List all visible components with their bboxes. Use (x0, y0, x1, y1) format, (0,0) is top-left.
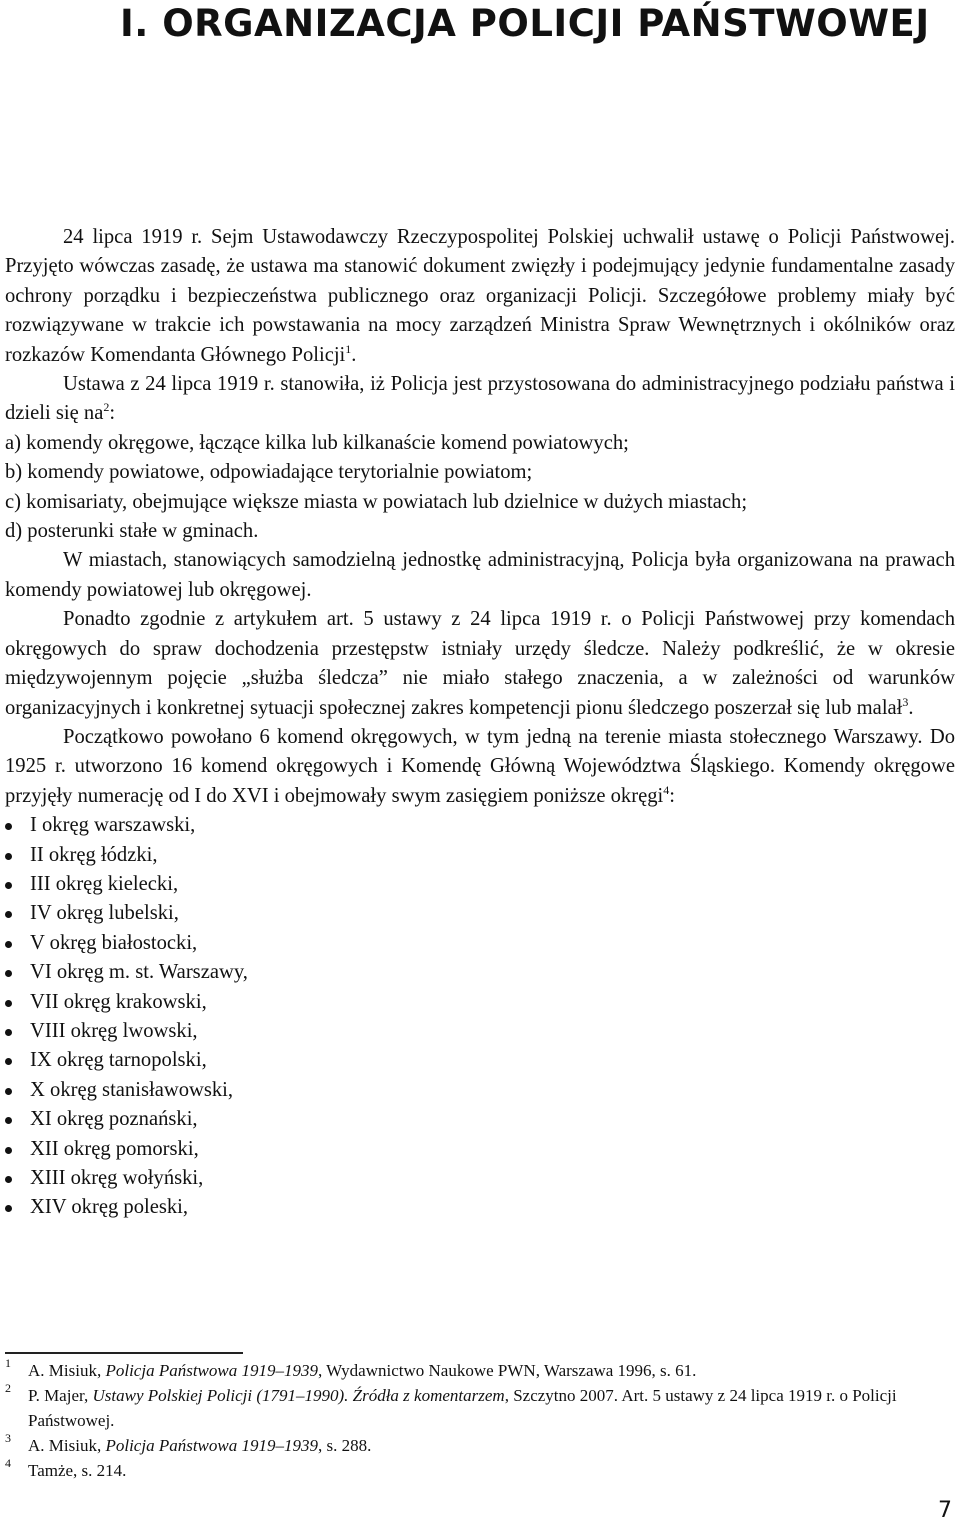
bullet-icon (5, 853, 12, 860)
list-item: b) komendy powiatowe, odpowiadające terytorialnie powiatom; (5, 461, 533, 484)
paragraph-4 (5, 605, 955, 723)
footnote-ref-1[interactable]: 1 (345, 341, 352, 356)
footnote-ref-4[interactable]: 4 (663, 782, 670, 797)
footnote-divider (5, 1352, 243, 1354)
list-item-label: VII okręg krakowski, (30, 990, 207, 1013)
bullet-icon (5, 1205, 12, 1212)
bullet-icon (5, 1029, 12, 1036)
page-number: 7 (938, 1498, 952, 1523)
list-item-label: X okręg stanisławowski, (30, 1078, 234, 1101)
paragraph-1-text: 24 lipca 1919 r. Sejm Ustawodawczy Rzeczypospolitej Polskiej uchwalił ustawę o Policji Państwowej. Przyjęto wówczas zasadę, że ustawa ma stanowić dokument zwięzły i podejmujący jedynie fundamentalne zasady ochrony porządku i bezpieczeństwa publicznego oraz organizacji Policji. Szczegółowe problemy miały być rozwiązywane w trakcie ich powstawania na mocy zarządzeń Ministra Spraw Wewnętrznych i okólników oraz rozkazów Komendanta Głównego Policji (5, 226, 955, 366)
list-item-label: VI okręg m. st. Warszawy, (30, 961, 248, 984)
footnote-text: Tamże, s. 214. (28, 1461, 127, 1480)
list-item (5, 1076, 955, 1105)
list-item (5, 1105, 955, 1134)
footnote-3 (5, 1433, 955, 1458)
footnote-text: , s. 288. (317, 1436, 372, 1455)
list-item-label: XII okręg pomorski, (30, 1137, 199, 1160)
list-item (5, 841, 955, 870)
footnote-title: Policja Państwowa 1919–1939 (105, 1436, 318, 1455)
paragraph-5-text: Początkowo powołano 6 komend okręgowych, w tym jedną na terenie miasta stołecznego Warszawy. Do 1925 r. utworzono 16 komend okręgowych i Komendę Główną Województwa Śląskiego. Komendy okręgowe przyjęły numerację od I do XVI i obejmowały swym zasięgiem poniższe okręgi (5, 725, 955, 807)
footnote-number: 2 (5, 1381, 11, 1395)
list-item-label: IV okręg lubelski, (30, 902, 179, 925)
list-item (5, 958, 955, 987)
bullet-icon (5, 1147, 12, 1154)
list-item: a) komendy okręgowe, łączące kilka lub kilkanaście komend powiatowych; (5, 431, 629, 454)
paragraph-4-text: Ponadto zgodnie z artykułem art. 5 ustawy z 24 lipca 1919 r. o Policji Państwowej przy komendach okręgowych do spraw dochodzenia przestępstw istniały urzędy śledcze. Należy podkreślić, że w okresie międzywojennym pojęcie „służba śledcza” nie miało stałego znaczenia, a w zależności od warunków organizacyjnych i konkretnej sytuacji społecznej zakres kompetencji pionu śledczego poszerzał się lub malał (5, 608, 955, 719)
footnote-text: , Wydawnictwo Naukowe PWN, Warszawa 1996, s. 61. (317, 1361, 697, 1380)
list-item-label: II okręg łódzki, (30, 843, 158, 866)
footnote-number: 4 (5, 1456, 11, 1470)
bullet-icon (5, 823, 12, 830)
paragraph-3: W miastach, stanowiących samodzielną jednostkę administracyjną, Policja była organizowana na prawach komendy powiatowej lub okręgowej. (5, 549, 955, 601)
list-item-label: XIII okręg wołyński, (30, 1167, 204, 1189)
paragraph-2-end: : (109, 402, 116, 425)
paragraph-5-end: : (669, 784, 675, 807)
list-item-label: VIII okręg lwowski, (30, 1019, 198, 1042)
footnote-ref-2[interactable]: 2 (103, 400, 110, 415)
list-item (5, 1193, 955, 1222)
footnote-text: A. Misiuk, (28, 1436, 106, 1455)
list-item (5, 1164, 955, 1193)
list-item (5, 1017, 955, 1046)
body-text (5, 223, 955, 1223)
list-item: c) komisariaty, obejmujące większe miasta w powiatach lub dzielnice w dużych miastach; (5, 490, 748, 513)
footnote-ref-3[interactable]: 3 (902, 694, 909, 709)
list-item (5, 870, 955, 899)
bullet-icon (5, 882, 12, 889)
list-item-label: XIV okręg poleski, (30, 1196, 189, 1219)
footnote-title: Policja Państwowa 1919–1939 (105, 1361, 318, 1380)
list-item (5, 811, 955, 840)
footnote-number: 1 (5, 1356, 11, 1370)
footnote-text: , Szczytno 2007. Art. 5 ustawy z 24 lipca 1919 r. o Policji Państwowej. (28, 1386, 897, 1430)
bullet-icon (5, 1176, 12, 1183)
bullet-icon (5, 970, 12, 977)
list-item-label: IX okręg tarnopolski, (30, 1049, 207, 1072)
footnote-number: 3 (5, 1431, 11, 1445)
footnote-2 (5, 1383, 955, 1433)
bullet-icon (5, 1117, 12, 1124)
paragraph-2-text: Ustawa z 24 lipca 1919 r. stanowiła, iż Policja jest przystosowana do administracyjnego podziału państwa i dzieli się na (5, 373, 955, 425)
footnote-text: A. Misiuk, (28, 1361, 106, 1380)
bullet-icon (5, 911, 12, 918)
list-item-label: I okręg warszawski, (30, 814, 196, 837)
paragraph-1 (5, 223, 955, 370)
list-item (5, 899, 955, 928)
bullet-icon (5, 1000, 12, 1007)
list-item-label: III okręg kielecki, (30, 872, 179, 895)
list-item: d) posterunki stałe w gminach. (5, 520, 259, 543)
list-item (5, 1046, 955, 1075)
footnote-1 (5, 1358, 955, 1383)
paragraph-1-end: . (351, 343, 357, 366)
list-item (5, 929, 955, 958)
paragraph-2 (5, 370, 955, 429)
footnote-title: Ustawy Polskiej Policji (1791–1990). Źródła z komentarzem (92, 1386, 505, 1405)
bullet-icon (5, 941, 12, 948)
chapter-title: I. ORGANIZACJA POLICJI PAŃSTWOWEJ (120, 2, 930, 45)
list-item-label: V okręg białostocki, (30, 931, 198, 954)
paragraph-4-end: . (908, 696, 914, 719)
footnote-text: P. Majer, (28, 1386, 93, 1405)
footnotes (5, 1358, 955, 1483)
bullet-icon (5, 1088, 12, 1095)
list-item-label: XI okręg poznański, (30, 1108, 198, 1131)
list-item (5, 988, 955, 1017)
okregi-list (5, 811, 955, 1223)
bullet-icon (5, 1058, 12, 1065)
footnote-4 (5, 1458, 955, 1483)
list-item (5, 1135, 955, 1164)
paragraph-5 (5, 723, 955, 811)
division-list (5, 429, 955, 547)
